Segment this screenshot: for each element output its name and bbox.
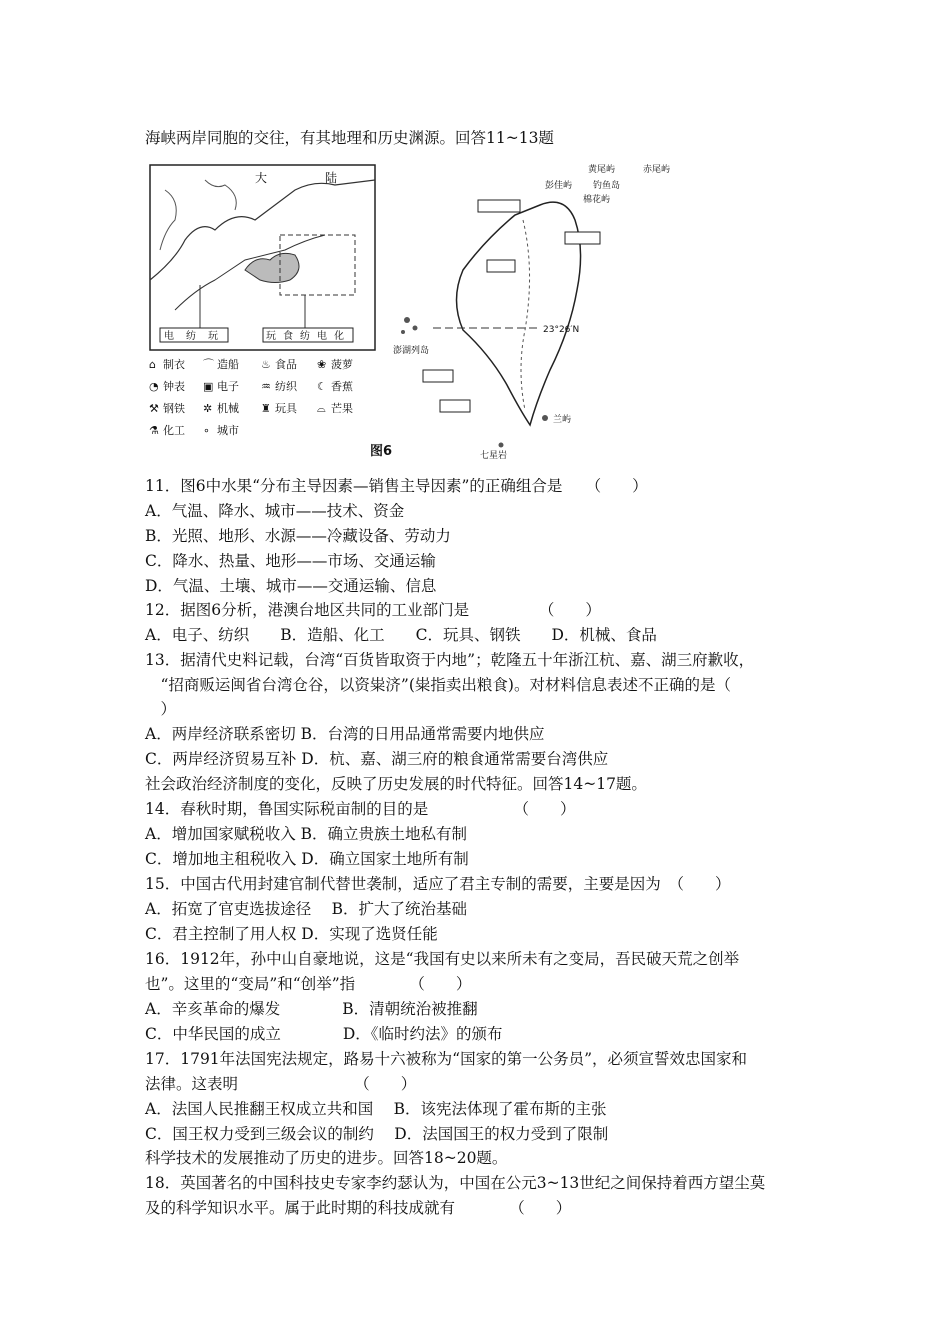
q14-stem: 14．春秋时期，鲁国实际税亩制的目的是 （ ） [145, 800, 576, 818]
q11-option-b: B．光照、地形、水源——冷藏设备、劳动力 [145, 527, 451, 545]
label-mianhua: 棉花屿 [583, 195, 611, 205]
legend-12: 化工 [163, 424, 185, 437]
box-tw-1: 食 [283, 331, 293, 342]
legend-1: 造船 [217, 358, 239, 371]
q18-stem-1: 18．英国著名的中国科技史专家李约瑟认为，中国在公元3~13世纪之间保持着西方望尘莫 [145, 1174, 766, 1192]
tw-box-mid [487, 260, 515, 272]
q14-option-ab: A．增加国家赋税收入 B．确立贵族土地私有制 [145, 825, 468, 843]
legend-2: 食品 [275, 358, 297, 371]
q12-options: A．电子、纺织 B．造船、化工 C．玩具、钢铁 D．机械、食品 [145, 626, 657, 644]
box-tw-4: 化 [334, 331, 344, 342]
label-lanyu: 兰屿 [553, 415, 572, 425]
q14-option-cd: C．增加地主租税收入 D．确立国家土地所有制 [145, 850, 469, 868]
label-diaoyu: 钓鱼岛 [593, 181, 621, 191]
tw-box-south-1 [423, 370, 453, 382]
q17-stem-2: 法律。这表明 （ ） [145, 1075, 417, 1093]
left-map-frame [150, 165, 375, 350]
legend-3: 菠萝 [331, 358, 353, 371]
q13-stem-3: ） [145, 700, 177, 718]
q12-stem: 12．据图6分析，港澳台地区共同的工业部门是 （ ） [145, 601, 601, 619]
legend-icon-11: ⌓ [317, 402, 326, 415]
label-qixingyan: 七星岩 [480, 451, 508, 460]
river-line [160, 190, 176, 250]
q16-stem-2: 也”。这里的“变局”和“创举”指 （ ） [145, 975, 472, 993]
q13-option-ab: A．两岸经济联系密切 B．台湾的日用品通常需要内地供应 [145, 725, 545, 743]
legend-10: 玩具 [275, 402, 297, 415]
label-pengjia: 彭佳屿 [545, 181, 573, 191]
legend-4: 钟表 [163, 380, 185, 393]
box-tw-3: 电 [317, 331, 327, 342]
legend-13: 城市 [217, 424, 239, 437]
q15-option-cd: C．君主控制了用人权 D．实现了选贤任能 [145, 925, 438, 943]
q16-stem-1: 16．1912年，孙中山自豪地说，这是“我国有史以来所未有之变局，吾民破天荒之创举 [145, 950, 740, 968]
legend [149, 357, 353, 437]
map-label-lu: 陆 [325, 171, 338, 185]
qixingyan-dot [499, 443, 504, 448]
intro-science: 科学技术的发展推动了历史的进步。回答18~20题。 [145, 1149, 508, 1167]
legend-icon-2: ♨ [261, 358, 271, 371]
tw-box-south-2 [440, 400, 470, 412]
river-line-2 [205, 180, 236, 210]
figure-6 [145, 160, 705, 460]
figure-caption: 图6 [370, 444, 393, 459]
q15-stem: 15．中国古代用封建官制代替世袭制，适应了君主专制的需要，主要是因为 （ ） [145, 875, 731, 893]
lanyu-dot [542, 415, 548, 421]
intro-history: 社会政治经济制度的变化，反映了历史发展的时代特征。回答14~17题。 [145, 775, 647, 793]
legend-icon-9: ✲ [203, 402, 213, 415]
q18-stem-2: 及的科学知识水平。属于此时期的科技成就有 （ ） [145, 1199, 572, 1217]
legend-6: 纺织 [275, 380, 297, 393]
legend-5: 电子 [217, 380, 239, 393]
q11-option-d: D．气温、土壤、城市——交通运输、信息 [145, 577, 437, 595]
legend-icon-5: ▣ [203, 380, 214, 393]
legend-icon-4: ◔ [149, 380, 159, 393]
legend-icon-8: ⚒ [149, 402, 159, 415]
tropic-label: 23°26′N [543, 325, 580, 335]
legend-icon-6: ♒ [261, 380, 271, 393]
legend-icon-3: ❀ [317, 358, 327, 371]
tw-box-north [478, 200, 520, 212]
q16-option-cd: C．中华民国的成立 D．《临时约法》的颁布 [145, 1025, 503, 1043]
box-hk-1: 纺 [186, 331, 196, 342]
q11-stem: 11．图6中水果“分布主导因素—销售主导因素”的正确组合是 （ ） [145, 477, 648, 495]
q17-stem-1: 17．1791年法国宪法规定，路易十六被称为“国家的第一公务员”，必须宣誓效忠国家和 [145, 1050, 748, 1068]
map-label-da: 大 [255, 171, 268, 185]
legend-9: 机械 [217, 402, 239, 415]
q11-option-c: C．降水、热量、地形——市场、交通运输 [145, 552, 436, 570]
box-tw-2: 纺 [300, 331, 310, 342]
q17-option-ab: A．法国人民推翻王权成立共和国 B．该宪法体现了霍布斯的主张 [145, 1100, 607, 1118]
q17-option-cd: C．国王权力受到三级会议的制约 D．法国国王的权力受到了限制 [145, 1125, 609, 1143]
tw-box-east [565, 232, 600, 244]
legend-icon-13: ∘ [203, 424, 210, 437]
q13-option-cd: C．两岸经济贸易互补 D．杭、嘉、湖三府的粮食通常需要台湾供应 [145, 750, 609, 768]
legend-7: 香蕉 [331, 380, 353, 393]
legend-icon-0: ⌂ [149, 358, 156, 371]
legend-icon-1: ⌒ [203, 358, 214, 371]
box-tw-0: 玩 [266, 331, 276, 342]
penghu-dot-1 [404, 317, 410, 323]
box-hk-2: 玩 [208, 331, 218, 342]
q13-stem-1: 13．据清代史料记载，台湾“百货皆取资于内地”；乾隆五十年浙江杭、嘉、湖三府歉收， [145, 651, 755, 669]
legend-icon-12: ⚗ [149, 424, 159, 437]
label-chiwei: 赤尾屿 [643, 165, 671, 175]
penghu-dot-2 [413, 326, 418, 331]
intro-strait: 海峡两岸同胞的交往，有其地理和历史渊源。回答11~13题 [145, 129, 554, 147]
label-penghu: 澎湖列岛 [393, 346, 430, 356]
box-hk-0: 电 [164, 331, 174, 342]
q16-option-ab: A．辛亥革命的爆发 B．清朝统治被推翻 [145, 1000, 478, 1018]
legend-icon-10: ♜ [261, 402, 271, 415]
q15-option-ab: A．拓宽了官吏选拔途径 B．扩大了统治基础 [145, 900, 468, 918]
q11-option-a: A．气温、降水、城市——技术、资金 [145, 502, 405, 520]
legend-11: 芒果 [331, 402, 353, 415]
q13-stem-2: “招商贩运闽省台湾仓谷，以资粜济”(粜指卖出粮食)。对材料信息表述不正确的是（ [145, 676, 731, 694]
penghu-dot-3 [401, 330, 405, 334]
legend-icon-7: ☾ [317, 380, 327, 393]
label-huangwei: 黄尾屿 [588, 165, 616, 175]
legend-0: 制衣 [163, 358, 185, 371]
taiwan-ridge [521, 220, 530, 410]
taiwan-outline [457, 202, 581, 425]
legend-8: 钢铁 [163, 402, 185, 415]
